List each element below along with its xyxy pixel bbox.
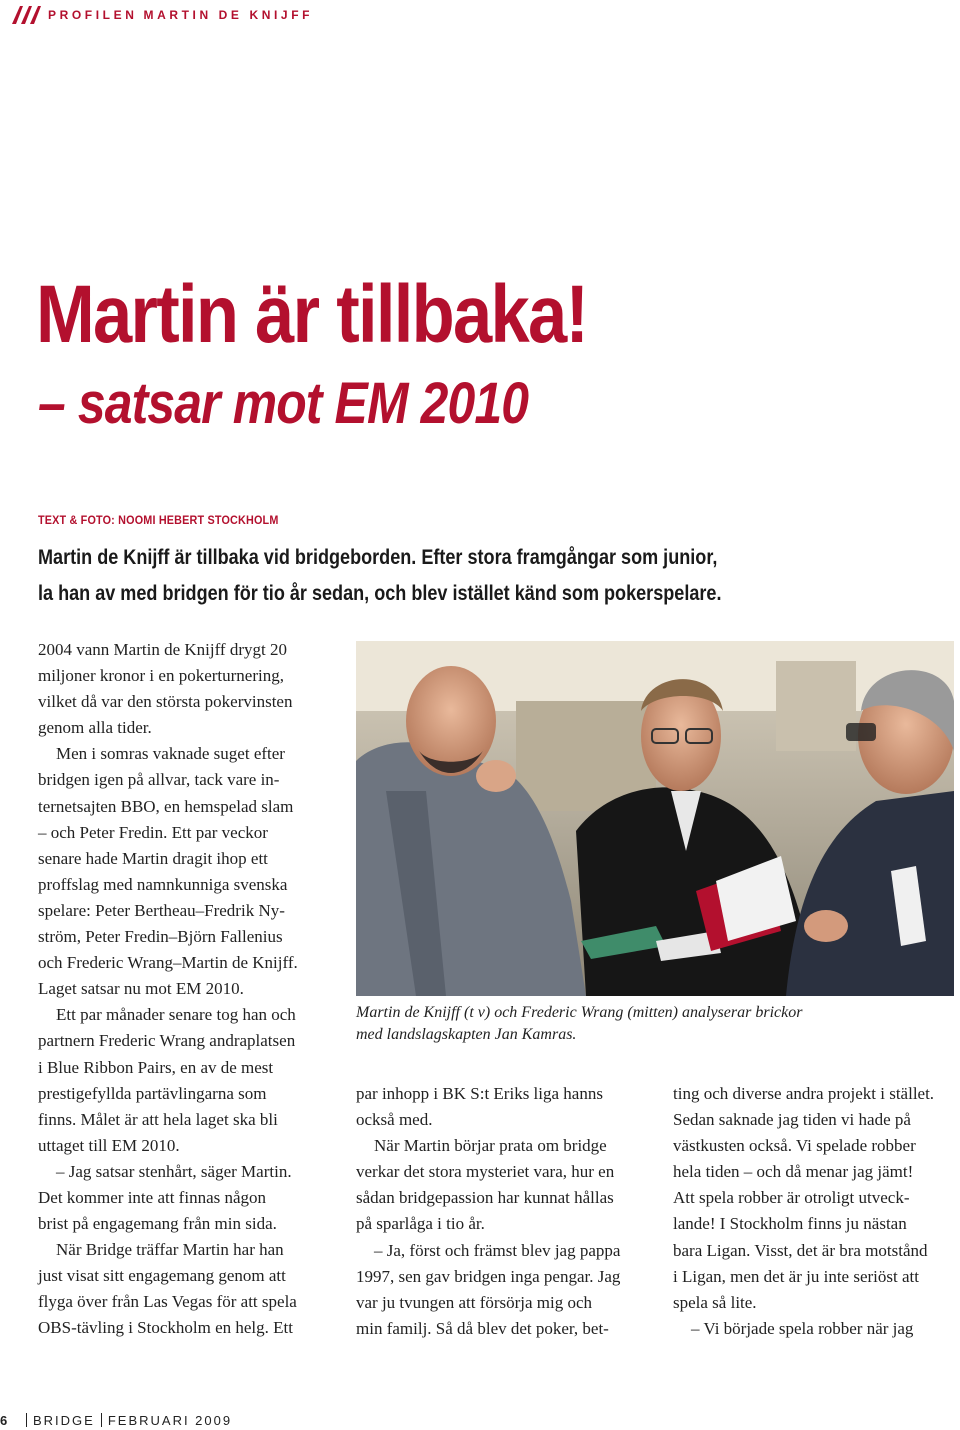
page-header xyxy=(10,4,313,26)
body-text-line: brist på engagemang från min sida. xyxy=(38,1214,277,1234)
body-text-line: min familj. Så då blev det poker, bet- xyxy=(356,1318,609,1338)
header-label xyxy=(48,8,313,22)
header-section: PROFILEN xyxy=(48,8,138,22)
body-text-line: När Bridge träffar Martin har han xyxy=(56,1240,284,1260)
body-text-line: spela så lite. xyxy=(673,1292,757,1312)
body-text-line: par inhopp i BK S:t Eriks liga hanns xyxy=(356,1084,603,1103)
body-text-line: i Blue Ribbon Pairs, en av de mest xyxy=(38,1057,274,1077)
article-title: Martin är tillbaka! xyxy=(36,269,588,360)
body-text-line: hela tiden – och då menar jag jämt! xyxy=(673,1162,914,1182)
body-text-line: – Vi började spela robber när jag xyxy=(691,1318,914,1338)
photo-illustration xyxy=(356,641,954,996)
body-text-line: Att spela robber är otroligt utveck- xyxy=(673,1188,910,1208)
article-byline: TEXT & FOTO: NOOMI HEBERT STOCKHOLM xyxy=(38,513,279,527)
body-text-line: lande! I Stockholm finns ju nästan xyxy=(673,1214,907,1234)
article-photo xyxy=(356,641,954,996)
body-text-line: bridgen igen på allvar, tack vare in- xyxy=(38,770,280,790)
red-suit-logo-icon xyxy=(10,4,42,26)
body-text-line: också med. xyxy=(356,1110,433,1130)
body-text-line: ström, Peter Fredin–Björn Fallenius xyxy=(38,927,283,947)
photo-caption xyxy=(356,1002,956,1046)
magazine-name: BRIDGE xyxy=(33,1412,95,1428)
body-text-line: och Frederic Wrang–Martin de Knijff. xyxy=(38,953,298,973)
caption-line: Martin de Knijff (t v) och Frederic Wrang (mitten) analyserar brickor xyxy=(356,1004,803,1021)
body-text-line: västkusten också. Vi spelade robber xyxy=(673,1136,916,1156)
body-text-line: finns. Målet är att hela laget ska bli xyxy=(38,1109,278,1129)
ingress-line: Martin de Knijff är tillbaka vid bridgeborden. Efter stora framgångar som junior, xyxy=(38,546,718,569)
body-text-line: bara Ligan. Visst, det är bra motstånd xyxy=(673,1240,928,1260)
body-text-line: var ju tvungen att försörja mig och xyxy=(356,1292,593,1312)
body-text-line: senare hade Martin dragit ihop ett xyxy=(38,848,268,868)
body-text-line: – och Peter Fredin. Ett par veckor xyxy=(38,822,268,842)
article-subtitle: – satsar mot EM 2010 xyxy=(38,371,529,436)
footer-divider xyxy=(101,1413,102,1427)
body-text-line: miljoner kronor i en pokerturnering, xyxy=(38,666,284,686)
body-text-line: 1997, sen gav bridgen inga pengar. Jag xyxy=(356,1266,621,1286)
body-text-line: När Martin börjar prata om bridge xyxy=(374,1136,607,1156)
body-text-line: Det kommer inte att finnas någon xyxy=(38,1187,267,1207)
body-text-line: Laget satsar nu mot EM 2010. xyxy=(38,979,244,999)
body-text-line: Sedan saknade jag tiden vi hade på xyxy=(673,1110,911,1130)
body-column-1 xyxy=(38,637,328,1342)
body-text-line: prestigefyllda partävlingarna som xyxy=(38,1083,267,1103)
body-text-line: verkar det stora mysteriet vara, hur en xyxy=(356,1162,615,1182)
body-text-line: uttaget till EM 2010. xyxy=(38,1135,180,1155)
body-text-line: OBS-tävling i Stockholm en helg. Ett xyxy=(38,1318,293,1338)
body-text-line: proffslag med namnkunniga svenska xyxy=(38,874,288,894)
body-text-line: sådan bridgepassion har kunnat hållas xyxy=(356,1188,614,1208)
body-text-line: – Ja, först och främst blev jag pappa xyxy=(374,1240,621,1260)
body-text-line: just visat sitt engagemang genom att xyxy=(38,1266,286,1286)
body-text-line: spelare: Peter Bertheau–Fredrik Ny- xyxy=(38,900,285,920)
article-ingress xyxy=(38,540,938,612)
body-text-line: Men i somras vaknade suget efter xyxy=(56,744,285,764)
issue-label: FEBRUARI 2009 xyxy=(107,1412,233,1428)
body-text-line: ternetsajten BBO, en hemspelad slam xyxy=(38,796,294,816)
body-text-line: genom alla tider. xyxy=(38,718,152,738)
body-text-line: på sparlåga i tio år. xyxy=(356,1214,485,1234)
page-footer xyxy=(0,1410,232,1430)
body-text-line: i Ligan, men det är ju inte seriöst att xyxy=(673,1266,919,1286)
body-text-line: Ett par månader senare tog han och xyxy=(56,1005,296,1025)
page-number: 6 xyxy=(0,1412,8,1428)
body-column-2 xyxy=(356,1081,650,1342)
header-subject: MARTIN DE KNIJFF xyxy=(143,8,314,22)
body-text-line: partnern Frederic Wrang andraplatsen xyxy=(38,1031,296,1051)
body-text-line: vilket då var den största pokervinsten xyxy=(38,692,293,712)
footer-divider xyxy=(26,1413,27,1427)
body-text-line: flyga över från Las Vegas för att spela xyxy=(38,1292,297,1312)
ingress-line: la han av med bridgen för tio år sedan, och blev istället känd som pokerspelare. xyxy=(38,582,722,605)
body-column-3 xyxy=(673,1081,958,1342)
body-text-line: 2004 vann Martin de Knijff drygt 20 xyxy=(38,640,287,659)
body-text-line: ting och diverse andra projekt i stället. xyxy=(673,1084,935,1103)
body-text-line: – Jag satsar stenhårt, säger Martin. xyxy=(56,1161,292,1181)
caption-line: med landslagskapten Jan Kamras. xyxy=(356,1026,577,1043)
